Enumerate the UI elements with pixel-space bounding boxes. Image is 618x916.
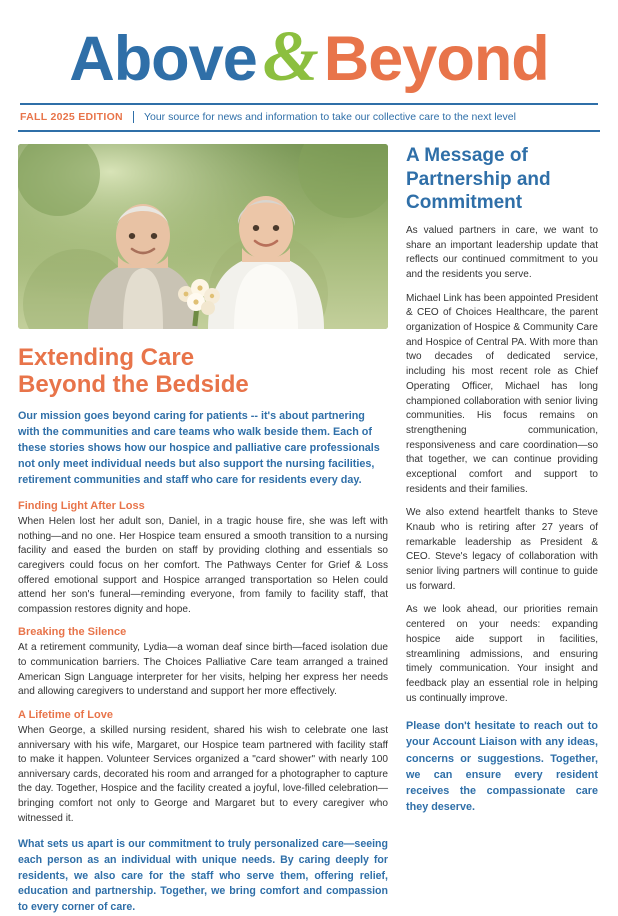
masthead [18,14,600,132]
sidebar-call-to-action: Please don't hesitate to reach out to your Account Liaison with any ideas, concerns or suggestions. Together, we can ensure every resident receives the compassionate care they deserve. [406,720,598,814]
section-heading-1: Finding Light After Loss [18,500,145,513]
tagline: Your source for news and information to take our collective care to the next level [143,111,516,124]
section-text-1: When Helen lost her adult son, Daniel, in a tragic house fire, she was left with nothing—and no one. Her Hospice team ensured a smooth transition to a nursing facility and eased the burden on staff by providing clothing and essentials so caregivers could focus on her comfort. The Pathways Center for Grief & Loss offered emotional support and Hospice arranged transportation so Helen could attend her son's funeral—reminding everyone, from family to facility staff, that compassion restores dignity and hope. [18,516,388,615]
headline-line-2: Beyond the Bedside [18,371,249,399]
article-closing: What sets us apart is our commitment to truly personalized care—seeing each person as an individual with unique needs. By caring deeply for residents, we also care for the staff who serve them, offering relief, education and partnership. Together, we bring comfort and compassion to every corner of care. [18,838,388,913]
hero-photo-illustration [18,144,388,329]
sidebar-paragraph-4: As we look ahead, our priorities remain centered on your needs: expanding hospice aide support in facilities, streamlining admissions, and ensuring timely communication. Your insight and feedback play an essential role in helping us continually improve. [406,604,598,704]
hero-photo [18,144,388,329]
section-heading-2: Breaking the Silence [18,626,127,639]
section-heading-3: A Lifetime of Love [18,708,113,721]
sidebar-paragraph-1: As valued partners in care, we want to share an important leadership update that reflects our continued commitment to you and the residents you serve. [406,224,598,281]
edition-label: FALL 2025 EDITION [20,111,123,124]
sidebar-title: A Message of Partnership and Commitment [406,145,551,213]
article-headline [18,345,388,399]
headline-line-1: Extending Care [18,344,195,372]
article-lede: Our mission goes beyond caring for patients -- it's about partnering with the communities and care teams who walk beside them. Each of these stories shows how our hospice and palliative care professionals not only meet individual needs but also support the nursing facilities, retirement communities and staff who care for residents every day. [18,410,380,487]
masthead-subbar [18,105,600,132]
section-text-2: At a retirement community, Lydia—a woman deaf since birth—faced isolation due to communication barriers. The Choices Palliative Care team arranged a trained American Sign Language interpreter for her visits, helping her express her needs and allowing caregivers to understand and support her more effectively. [18,642,388,698]
sidebar-paragraph-2: Michael Link has been appointed President & CEO of Choices Healthcare, the parent organization of Hospice & Community Care and Hospice of Central PA. With more than two decades of dedicated service, including his most recent role as Chief Operating Officer, Michael has long championed collaboration with senior living communities. His focus remains on strengthening communication, responsiveness and care coordination—so that together, we can continue providing exceptional comfort and support to residents and their families. [406,292,598,495]
section-text-3: When George, a skilled nursing resident, shared his wish to celebrate one last anniversary with his wife, Margaret, our Hospice team partnered with facility staff to make it happen. Volunteer Services organized a "card shower" with nearly 100 anniversary cards, decorated his room and arranged for a photographer to capture the day. Together, Hospice and the facility created a joyful, love-filled celebration—bringing comfort not only to George and Margaret but to every caregiver who witnessed it. [18,724,388,824]
sidebar-paragraph-3: We also extend heartfelt thanks to Steve Knaub who is retiring after 27 years of remarkable leadership as President & CEO. Steve's legacy of collaboration with senior living partners will continue to guide us forward. [406,507,598,592]
title-word-beyond: Beyond [323,24,549,94]
title-word-above: Above [69,24,257,94]
subbar-divider [133,111,134,123]
title-ampersand: & [262,16,318,96]
publication-title [18,16,600,96]
